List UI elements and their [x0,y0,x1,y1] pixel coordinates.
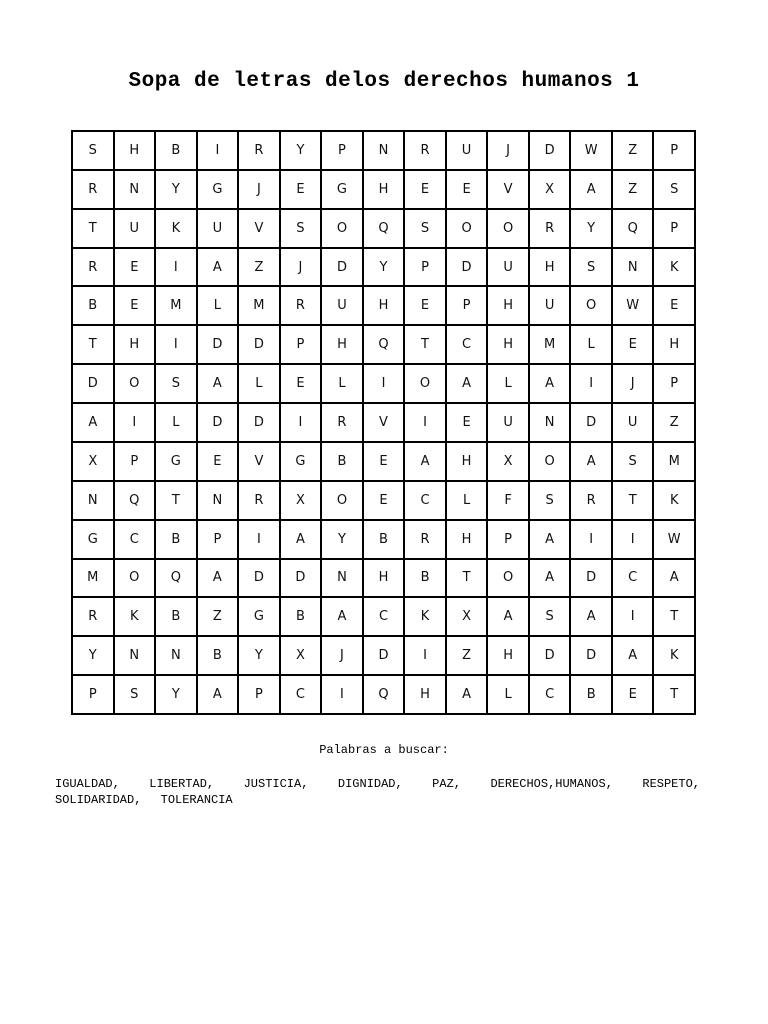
grid-cell: K [156,210,198,249]
grid-cell: E [364,443,406,482]
grid-cell: I [198,132,240,171]
grid-cell: E [115,249,157,288]
grid-cell: H [447,443,489,482]
grid-cell: W [571,132,613,171]
grid-cell: D [198,326,240,365]
grid-cell: O [322,210,364,249]
grid-cell: H [322,326,364,365]
grid-cell: O [115,560,157,599]
grid-cell: Z [239,249,281,288]
grid-cell: E [613,676,655,715]
words-list: IGUALDAD, LIBERTAD, JUSTICIA, DIGNIDAD, PAZ, DERECHOS,HUMANOS, RESPETO, SOLIDARIDAD, TOLERANCIA [55,777,700,807]
grid-cell: Y [156,676,198,715]
grid-cell: O [530,443,572,482]
grid-cell: B [364,521,406,560]
grid-cell: N [322,560,364,599]
grid-cell: Z [613,132,655,171]
grid-cell: S [530,482,572,521]
grid-cell: I [239,521,281,560]
grid-cell: S [115,676,157,715]
grid-cell: R [239,482,281,521]
grid-cell: H [654,326,696,365]
grid-cell: K [654,249,696,288]
grid-cell: H [488,637,530,676]
grid-cell: Q [364,326,406,365]
grid-cell: E [281,365,323,404]
word-search-grid [71,130,696,715]
grid-cell: E [115,287,157,326]
grid-cell: B [322,443,364,482]
grid-cell: X [488,443,530,482]
grid-cell: E [613,326,655,365]
grid-cell: V [239,210,281,249]
grid-cell: Y [571,210,613,249]
grid-cell: J [239,171,281,210]
grid-cell: O [488,210,530,249]
grid-cell: P [239,676,281,715]
grid-cell: E [405,171,447,210]
grid-cell: H [488,326,530,365]
grid-cell: X [447,598,489,637]
grid-cell: A [198,676,240,715]
grid-cell: G [281,443,323,482]
grid-cell: H [364,287,406,326]
grid-cell: I [156,326,198,365]
grid-cell: Z [447,637,489,676]
grid-cell: C [613,560,655,599]
grid-cell: N [156,637,198,676]
grid-cell: D [239,404,281,443]
grid-cell: C [115,521,157,560]
grid-cell: U [115,210,157,249]
grid-cell: D [364,637,406,676]
grid-cell: O [571,287,613,326]
grid-cell: H [530,249,572,288]
grid-cell: T [73,326,115,365]
grid-cell: T [654,676,696,715]
grid-cell: I [613,598,655,637]
grid-cell: P [654,365,696,404]
grid-cell: U [613,404,655,443]
grid-cell: N [115,637,157,676]
grid-cell: U [447,132,489,171]
grid-cell: T [447,560,489,599]
grid-cell: I [322,676,364,715]
grid-cell: U [488,249,530,288]
grid-cell: I [405,404,447,443]
grid-cell: A [530,560,572,599]
grid-cell: J [281,249,323,288]
grid-cell: V [239,443,281,482]
grid-cell: L [488,676,530,715]
grid-cell: L [571,326,613,365]
grid-cell: P [488,521,530,560]
grid-cell: U [530,287,572,326]
grid-cell: A [198,249,240,288]
grid-cell: D [281,560,323,599]
grid-cell: X [281,482,323,521]
grid-cell: Y [322,521,364,560]
grid-cell: D [530,132,572,171]
grid-cell: T [156,482,198,521]
grid-cell: E [364,482,406,521]
grid-cell: S [530,598,572,637]
grid-cell: M [239,287,281,326]
grid-cell: P [654,132,696,171]
grid-cell: P [654,210,696,249]
grid-cell: K [405,598,447,637]
grid-cell: J [322,637,364,676]
grid-cell: Y [239,637,281,676]
grid-cell: Z [198,598,240,637]
grid-cell: P [198,521,240,560]
grid-cell: S [654,171,696,210]
grid-cell: B [156,521,198,560]
grid-cell: J [488,132,530,171]
grid-cell: B [156,598,198,637]
grid-cell: R [281,287,323,326]
grid-cell: I [281,404,323,443]
grid-cell: I [156,249,198,288]
grid-cell: J [613,365,655,404]
grid-cell: S [571,249,613,288]
grid-cell: K [654,637,696,676]
grid-cell: D [530,637,572,676]
grid-cell: B [198,637,240,676]
grid-cell: G [156,443,198,482]
grid-cell: D [322,249,364,288]
grid-cell: L [488,365,530,404]
grid-cell: I [115,404,157,443]
grid-cell: P [281,326,323,365]
grid-cell: O [322,482,364,521]
grid-cell: B [281,598,323,637]
grid-cell: R [73,171,115,210]
grid-cell: P [115,443,157,482]
grid-cell: E [447,171,489,210]
grid-cell: K [654,482,696,521]
grid-cell: Q [156,560,198,599]
grid-cell: D [239,326,281,365]
grid-cell: E [447,404,489,443]
grid-cell: C [405,482,447,521]
grid-cell: A [488,598,530,637]
grid-cell: A [198,560,240,599]
grid-cell: A [571,598,613,637]
grid-cell: A [530,365,572,404]
grid-cell: H [364,171,406,210]
grid-cell: E [198,443,240,482]
grid-cell: V [364,404,406,443]
grid-cell: R [405,132,447,171]
grid-cell: G [239,598,281,637]
grid-cell: E [281,171,323,210]
grid-cell: A [322,598,364,637]
grid-cell: A [73,404,115,443]
grid-cell: A [447,676,489,715]
grid-cell: O [115,365,157,404]
grid-cell: B [73,287,115,326]
grid-cell: D [447,249,489,288]
grid-cell: V [488,171,530,210]
grid-cell: L [322,365,364,404]
grid-cell: C [447,326,489,365]
grid-cell: C [530,676,572,715]
grid-cell: L [447,482,489,521]
grid-cell: M [156,287,198,326]
grid-cell: I [571,521,613,560]
grid-cell: G [73,521,115,560]
grid-cell: I [571,365,613,404]
grid-cell: K [115,598,157,637]
grid-cell: N [198,482,240,521]
words-heading: Palabras a buscar: [319,743,449,757]
grid-cell: U [198,210,240,249]
grid-cell: B [405,560,447,599]
grid-cell: D [571,404,613,443]
grid-cell: Z [613,171,655,210]
grid-cell: D [239,560,281,599]
grid-cell: E [405,287,447,326]
grid-cell: H [405,676,447,715]
grid-cell: T [73,210,115,249]
grid-cell: R [405,521,447,560]
grid-cell: Y [156,171,198,210]
grid-cell: D [198,404,240,443]
grid-cell: L [239,365,281,404]
grid-cell: R [73,249,115,288]
grid-cell: R [571,482,613,521]
grid-cell: Y [281,132,323,171]
grid-cell: R [239,132,281,171]
grid-cell: N [73,482,115,521]
grid-cell: L [198,287,240,326]
grid-cell: N [115,171,157,210]
grid-cell: D [571,637,613,676]
grid-cell: A [405,443,447,482]
grid-cell: S [73,132,115,171]
grid-cell: A [571,171,613,210]
grid-cell: M [530,326,572,365]
grid-cell: R [530,210,572,249]
grid-cell: T [613,482,655,521]
grid-cell: W [613,287,655,326]
grid-cell: T [405,326,447,365]
grid-cell: T [654,598,696,637]
grid-cell: Z [654,404,696,443]
grid-cell: S [613,443,655,482]
grid-cell: A [654,560,696,599]
grid-cell: B [571,676,613,715]
grid-cell: P [405,249,447,288]
grid-cell: Q [115,482,157,521]
grid-cell: H [488,287,530,326]
grid-cell: A [571,443,613,482]
grid-cell: S [405,210,447,249]
grid-cell: A [613,637,655,676]
grid-cell: Y [73,637,115,676]
grid-cell: A [281,521,323,560]
grid-cell: P [447,287,489,326]
grid-cell: I [364,365,406,404]
grid-cell: Q [613,210,655,249]
grid-cell: N [364,132,406,171]
page-title: Sopa de letras delos derechos humanos 1 [128,70,640,93]
grid-cell: C [281,676,323,715]
grid-cell: G [198,171,240,210]
grid-cell: X [530,171,572,210]
grid-cell: W [654,521,696,560]
grid-cell: L [156,404,198,443]
grid-cell: I [613,521,655,560]
grid-cell: O [488,560,530,599]
grid-cell: H [447,521,489,560]
grid-cell: A [530,521,572,560]
grid-cell: H [364,560,406,599]
grid-cell: O [447,210,489,249]
grid-cell: H [115,326,157,365]
grid-cell: E [654,287,696,326]
grid-cell: G [322,171,364,210]
grid-cell: N [613,249,655,288]
grid-cell: Y [364,249,406,288]
grid-cell: N [530,404,572,443]
grid-cell: Q [364,676,406,715]
grid-cell: F [488,482,530,521]
grid-cell: M [654,443,696,482]
grid-cell: U [488,404,530,443]
grid-cell: R [322,404,364,443]
grid-cell: S [156,365,198,404]
grid-cell: X [73,443,115,482]
grid-cell: B [156,132,198,171]
grid-cell: H [115,132,157,171]
grid-cell: D [73,365,115,404]
grid-cell: P [322,132,364,171]
grid-cell: P [73,676,115,715]
grid-cell: I [405,637,447,676]
grid-cell: A [447,365,489,404]
grid-cell: M [73,560,115,599]
grid-cell: C [364,598,406,637]
grid-cell: X [281,637,323,676]
grid-cell: A [198,365,240,404]
grid-cell: R [73,598,115,637]
grid-cell: U [322,287,364,326]
grid-cell: Q [364,210,406,249]
grid-cell: S [281,210,323,249]
grid-cell: D [571,560,613,599]
grid-cell: O [405,365,447,404]
